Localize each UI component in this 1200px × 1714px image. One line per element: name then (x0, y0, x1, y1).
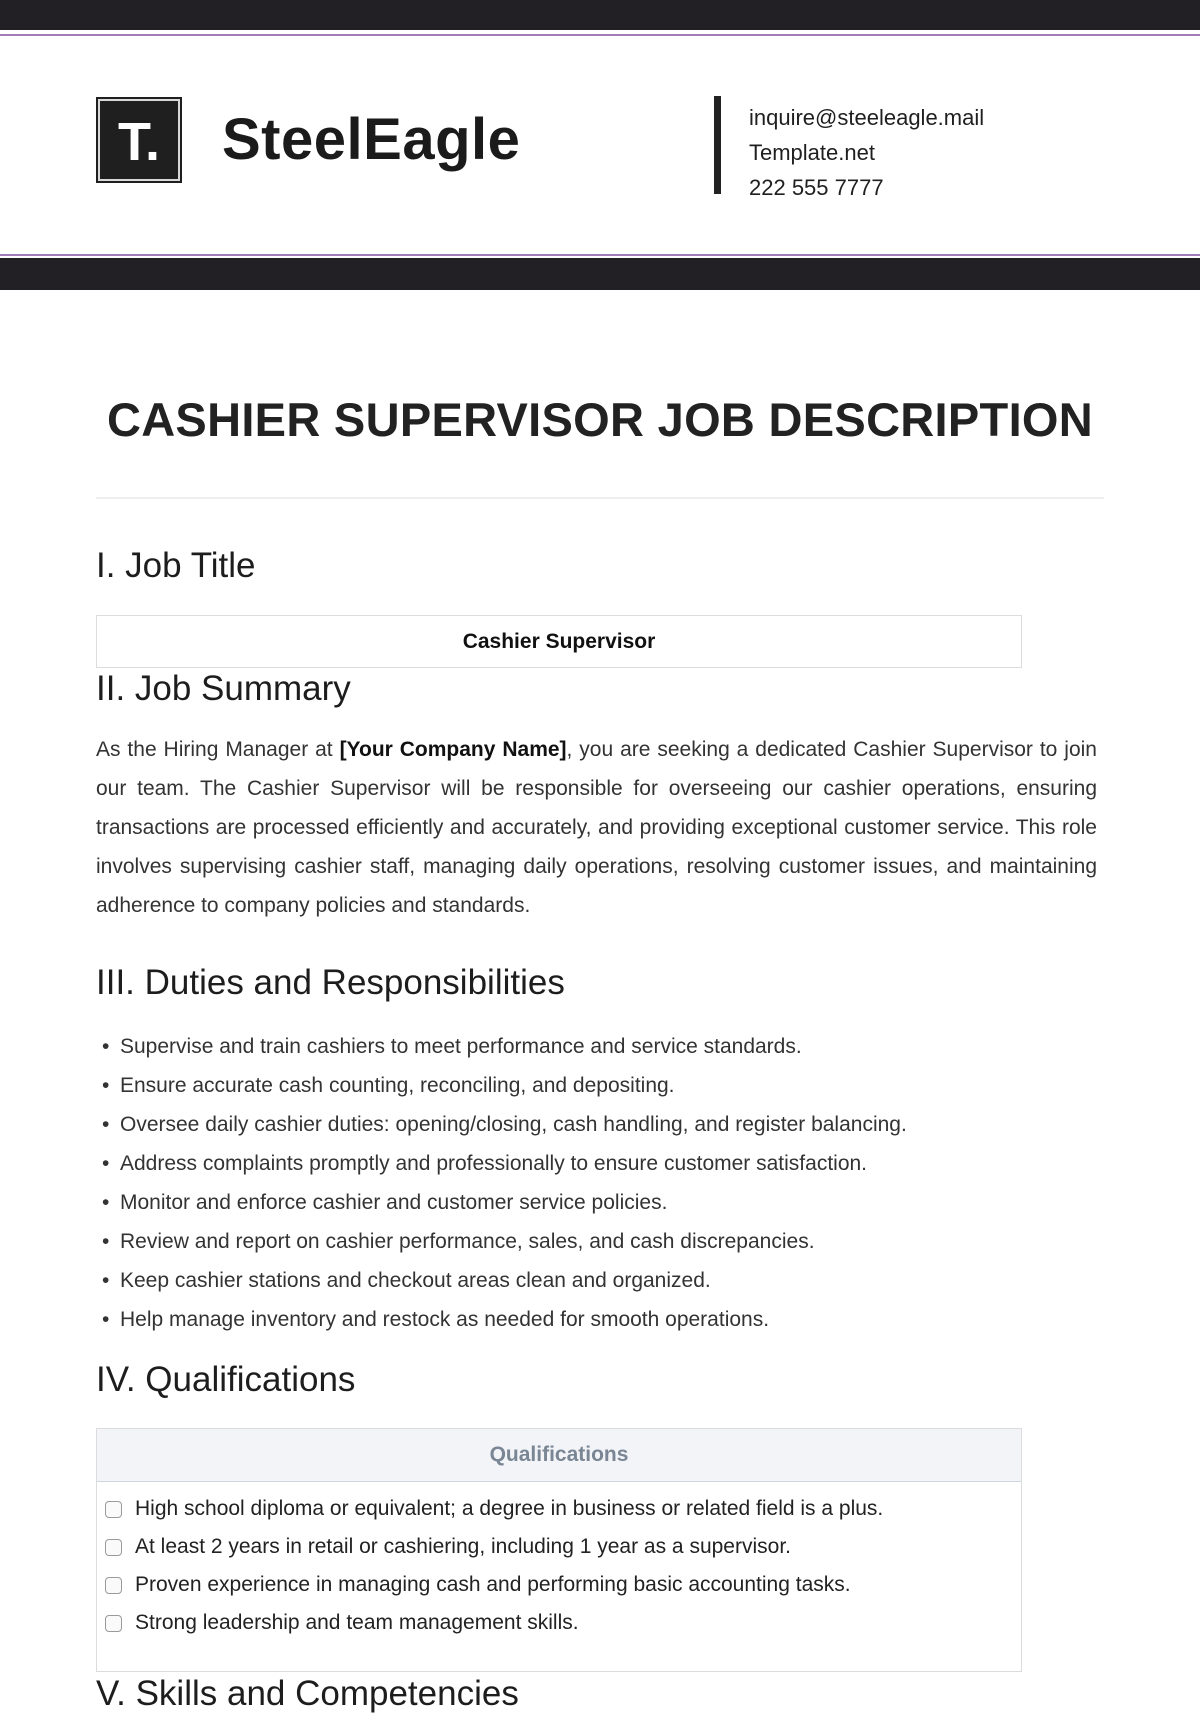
qualification-text: At least 2 years in retail or cashiering, including 1 year as a supervisor. (135, 1535, 791, 1558)
list-item: • Ensure accurate cash counting, reconciling, and depositing. (96, 1066, 1146, 1105)
qualifications-list (97, 1482, 1021, 1642)
list-item: • Oversee daily cashier duties: opening/closing, cash handling, and register balancing. (96, 1105, 1146, 1144)
company-logo: T. (98, 99, 180, 181)
job-title-box: Cashier Supervisor (96, 615, 1022, 668)
qualification-text: High school diploma or equivalent; a degree in business or related field is a plus. (135, 1497, 884, 1520)
list-item: • Supervise and train cashiers to meet performance and service standards. (96, 1027, 1146, 1066)
checkbox-icon[interactable] (105, 1577, 122, 1594)
qualification-text: Proven experience in managing cash and performing basic accounting tasks. (135, 1573, 851, 1596)
section-heading-skills: V. Skills and Competencies (96, 1674, 519, 1713)
contact-website: Template.net (749, 140, 875, 165)
checkbox-icon[interactable] (105, 1539, 122, 1556)
contact-block (749, 100, 984, 205)
header-top-accent-line (0, 34, 1200, 36)
contact-phone: 222 555 7777 (749, 175, 884, 200)
qualifications-table-header: Qualifications (97, 1429, 1021, 1482)
duties-list (96, 1027, 1146, 1339)
list-item (105, 1490, 1021, 1528)
section-heading-job-title: I. Job Title (96, 546, 256, 585)
list-item: • Keep cashier stations and checkout areas clean and organized. (96, 1261, 1146, 1300)
list-item: • Monitor and enforce cashier and customer service policies. (96, 1183, 1146, 1222)
section-heading-qualifications: IV. Qualifications (96, 1360, 356, 1399)
section-heading-job-summary: II. Job Summary (96, 669, 351, 708)
contact-email: inquire@steeleagle.mail (749, 105, 985, 130)
list-item (105, 1566, 1021, 1604)
list-item: • Review and report on cashier performance, sales, and cash discrepancies. (96, 1222, 1146, 1261)
qualifications-table (96, 1428, 1022, 1672)
brand-name: SteelEagle (222, 107, 521, 172)
list-item: • Address complaints promptly and professionally to ensure customer satisfaction. (96, 1144, 1146, 1183)
title-divider (96, 497, 1104, 499)
job-summary-text (96, 730, 1097, 925)
list-item: • Help manage inventory and restock as needed for smooth operations. (96, 1300, 1146, 1339)
header-divider (714, 96, 721, 194)
header-bottom-accent-line (0, 254, 1200, 256)
section-heading-duties: III. Duties and Responsibilities (96, 963, 565, 1002)
list-item (105, 1604, 1021, 1642)
summary-text-rest: , you are seeking a dedicated Cashier Supervisor to join our team. The Cashier Supervisor will be responsible for overseeing our cashier operations, ensuring transactions are processed efficiently and accurately, and providing exceptional customer service. This role involves supervising cashier staff, managing daily operations, resolving customer issues, and maintaining adherence to company policies and standards. (96, 738, 1097, 917)
checkbox-icon[interactable] (105, 1615, 122, 1632)
list-item (105, 1528, 1021, 1566)
header-bottom-band (0, 258, 1200, 290)
summary-text-start: As the Hiring Manager at (96, 738, 340, 761)
header-top-band (0, 0, 1200, 30)
document-title: CASHIER SUPERVISOR JOB DESCRIPTION (106, 393, 1094, 446)
checkbox-icon[interactable] (105, 1501, 122, 1518)
qualification-text: Strong leadership and team management skills. (135, 1611, 579, 1634)
company-name-placeholder: [Your Company Name] (339, 738, 567, 761)
